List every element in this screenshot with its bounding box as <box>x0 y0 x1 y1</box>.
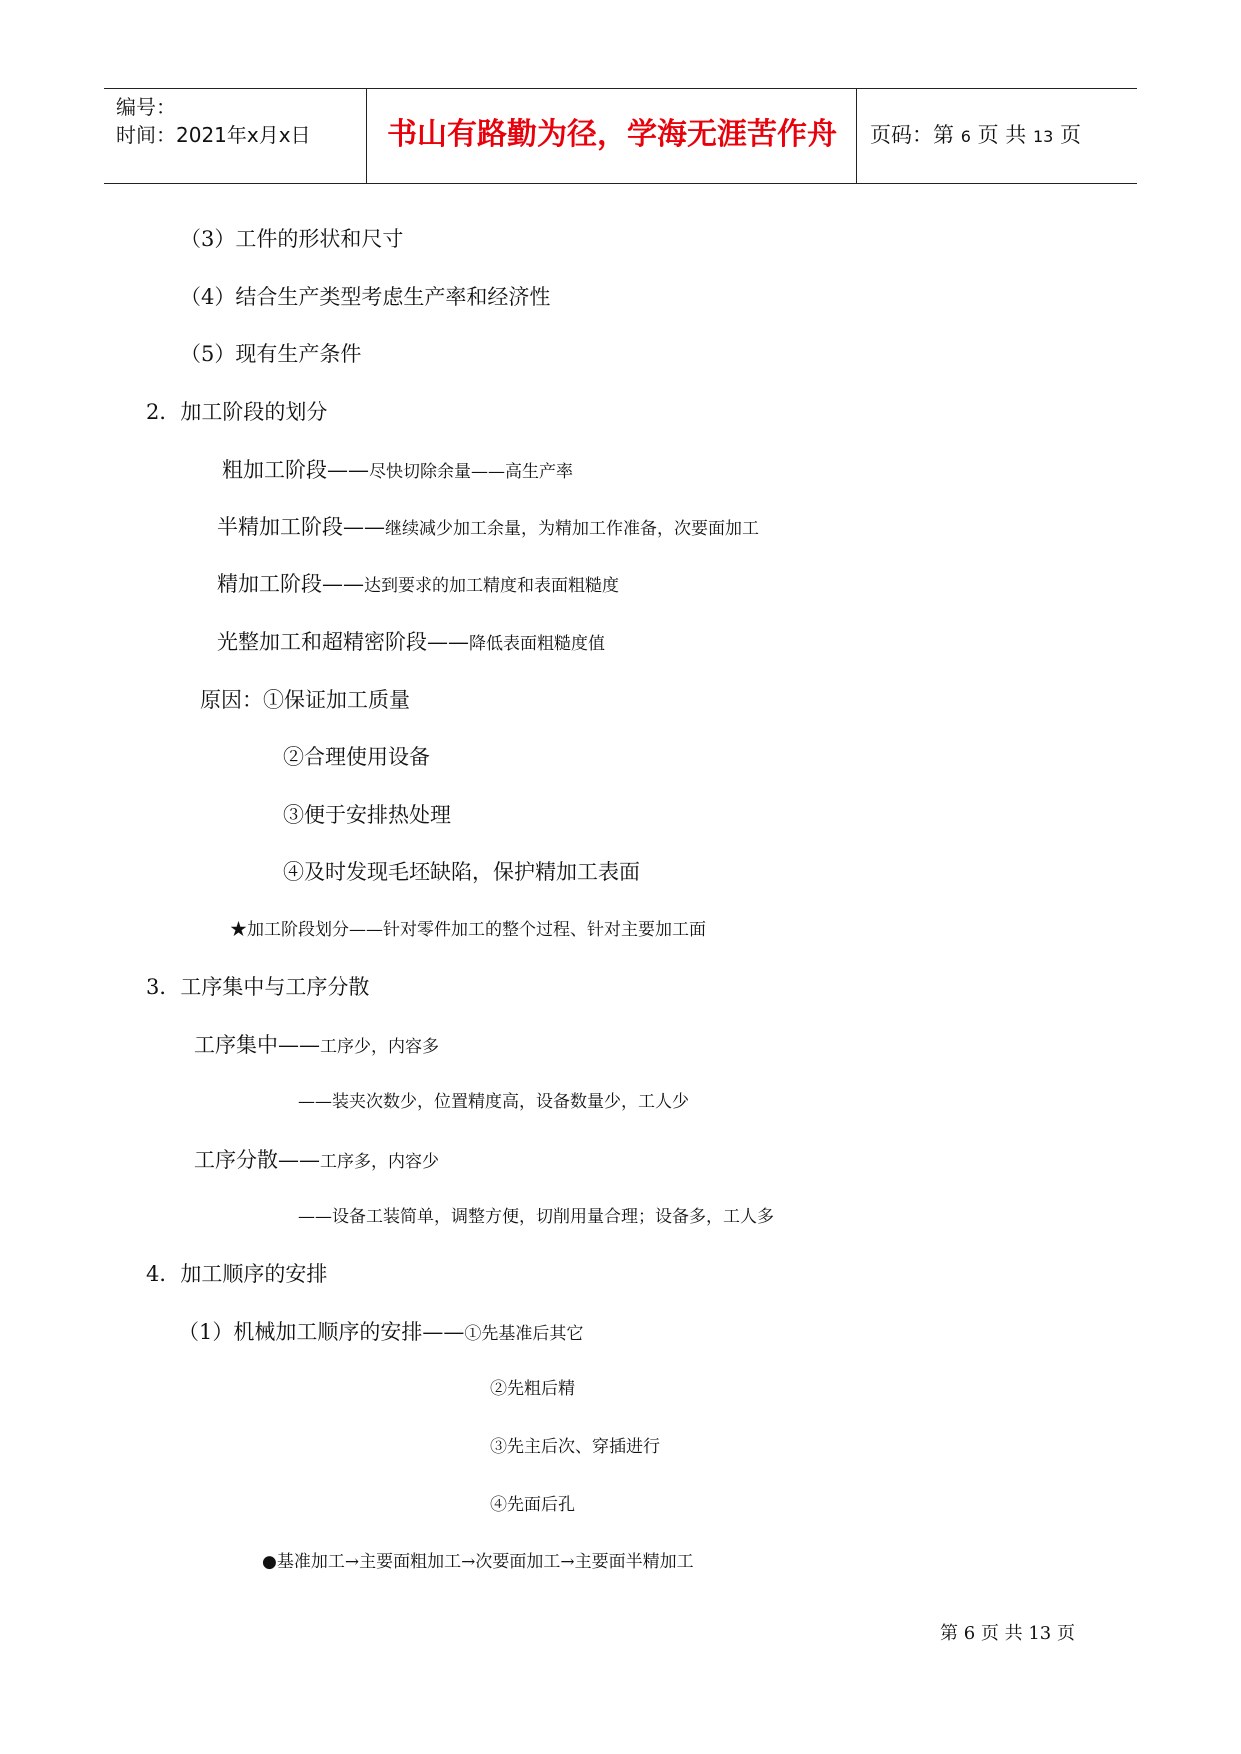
term: 半精加工阶段—— <box>217 515 385 539</box>
text-line: ④及时发现毛坯缺陷，保护精加工表面 <box>283 860 640 884</box>
definition: 尽快切除余量——高生产率 <box>369 462 573 482</box>
term: 精加工阶段—— <box>217 572 364 596</box>
text-line <box>217 512 759 544</box>
text-line: ②合理使用设备 <box>283 745 430 769</box>
term: 工序集中—— <box>194 1033 320 1057</box>
text-line <box>222 455 573 487</box>
text-line: ——设备工装简单，调整方便，切削用量合理；设备多，工人多 <box>298 1207 774 1227</box>
header-divider <box>856 89 857 183</box>
term: （1）机械加工顺序的安排—— <box>178 1320 465 1344</box>
page-suffix: 页 <box>1059 123 1081 147</box>
text-line: （4）结合生产类型考虑生产率和经济性 <box>180 285 551 309</box>
term: 粗加工阶段—— <box>222 458 369 482</box>
section-heading: 3．工序集中与工序分散 <box>146 975 370 999</box>
note-line: ★加工阶段划分——针对零件加工的整个过程、针对主要加工面 <box>230 920 706 940</box>
definition: ①先基准后其它 <box>464 1324 584 1344</box>
serial-label: 编号： <box>116 95 176 119</box>
header-meta <box>116 93 311 149</box>
section-heading: 4．加工顺序的安排 <box>146 1262 328 1286</box>
time-label: 时间：2021年x月x日 <box>116 123 311 147</box>
page-current: 6 <box>960 127 971 146</box>
page-header <box>104 88 1137 184</box>
header-page-number <box>870 121 1081 151</box>
definition: 继续减少加工余量，为精加工作准备，次要面加工 <box>385 519 759 539</box>
text-line: ③先主后次、穿插进行 <box>490 1437 660 1457</box>
page-prefix: 页码：第 <box>870 123 954 147</box>
text-line <box>178 1317 583 1349</box>
page-footer: 第 6 页 共 13 页 <box>940 1623 1075 1644</box>
definition: 降低表面粗糙度值 <box>469 634 605 654</box>
text-line: ——装夹次数少，位置精度高，设备数量少，工人少 <box>298 1092 689 1112</box>
text-line: （3）工件的形状和尺寸 <box>180 227 404 251</box>
text-line: ③便于安排热处理 <box>283 803 451 827</box>
text-line <box>217 627 605 659</box>
header-divider <box>366 89 367 183</box>
term: 工序分散—— <box>194 1148 320 1172</box>
text-line: （5）现有生产条件 <box>180 342 362 366</box>
page-mid: 页 共 <box>977 123 1027 147</box>
definition: 工序少，内容多 <box>320 1037 439 1057</box>
section-heading: 2．加工阶段的划分 <box>146 400 328 424</box>
note-line: ●基准加工→主要面粗加工→次要面加工→主要面半精加工 <box>262 1552 694 1572</box>
definition: 达到要求的加工精度和表面粗糙度 <box>364 576 619 596</box>
text-line: ②先粗后精 <box>490 1379 575 1399</box>
text-line <box>217 569 619 601</box>
term: 光整加工和超精密阶段—— <box>217 630 469 654</box>
motto: 书山有路勤为径，学海无涯苦作舟 <box>387 117 837 152</box>
text-line: 原因：①保证加工质量 <box>200 688 410 712</box>
text-line: ④先面后孔 <box>490 1495 575 1515</box>
text-line <box>194 1030 439 1062</box>
page-total: 13 <box>1032 127 1054 146</box>
definition: 工序多，内容少 <box>320 1152 439 1172</box>
text-line <box>194 1145 439 1177</box>
